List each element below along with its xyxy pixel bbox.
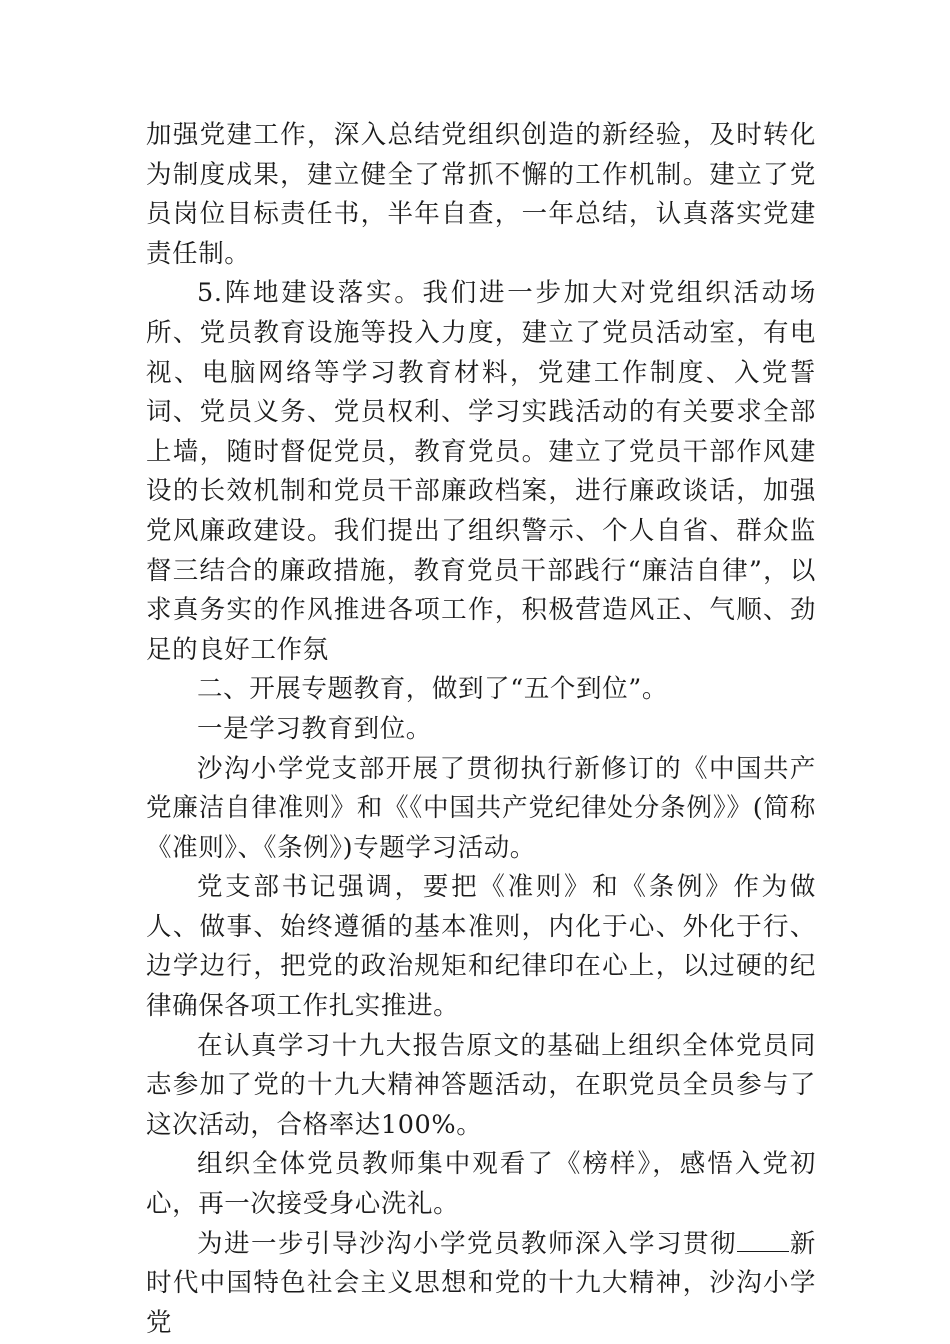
- paragraph-5: 沙沟小学党支部开展了贯彻执行新修订的《中国共产党廉洁自律准则》和《《中国共产党纪律处分条例》》(简称《准则》、《条例》)专题学习活动。: [146, 753, 816, 863]
- paragraph-1: 加强党建工作，深入总结党组织创造的新经验，及时转化为制度成果，建立健全了常抓不懈的工作机制。建立了党员岗位目标责任书，半年自查，一年总结，认真落实党建责任制。: [146, 120, 816, 269]
- paragraph-8: 组织全体党员教师集中观看了《榜样》，感悟入党初心，再一次接受身心洗礼。: [146, 1149, 816, 1220]
- paragraph-3: 二、开展专题教育，做到了“五个到位”。: [197, 674, 668, 705]
- paragraph-2: 5.阵地建设落实。我们进一步加大对党组织活动场所、党员教育设施等投入力度，建立了党员活动室，有电视、电脑网络等学习教育材料，党建工作制度、入党誓词、党员义务、党员权利、学习实践活动的有关要求全部上墙，随时督促党员，教育党员。建立了党员干部作风建设的长效机制和党员干部廉政档案，进行廉政谈话，加强党风廉政建设。我们提出了组织警示、个人自省、群众监督三结合的廉政措施，教育党员干部践行“廉洁自律”，以求真务实的作风推进各项工作，积极营造风正、气顺、劲足的良好工作氛: [146, 278, 816, 665]
- paragraph-9: [146, 1225, 816, 1344]
- paragraph-9-part-2: 新时代中国特色社会主义思想和党的十九大精神，沙沟小学党: [146, 1228, 816, 1338]
- paragraph-9-part-1: 为进一步引导沙沟小学党员教师深入学习贯彻: [197, 1228, 737, 1259]
- paragraph-4: 一是学习教育到位。: [197, 713, 432, 744]
- blank-underline: [737, 1229, 789, 1252]
- paragraph-6: 党支部书记强调，要把《准则》和《条例》作为做人、做事、始终遵循的基本准则，内化于心、外化于行、边学边行，把党的政治规矩和纪律印在心上，以过硬的纪律确保各项工作扎实推进。: [146, 872, 816, 1022]
- paragraph-7: 在认真学习十九大报告原文的基础上组织全体党员同志参加了党的十九大精神答题活动，在职党员全员参与了这次活动，合格率达100%。: [146, 1030, 816, 1140]
- document-body: [146, 116, 816, 1343]
